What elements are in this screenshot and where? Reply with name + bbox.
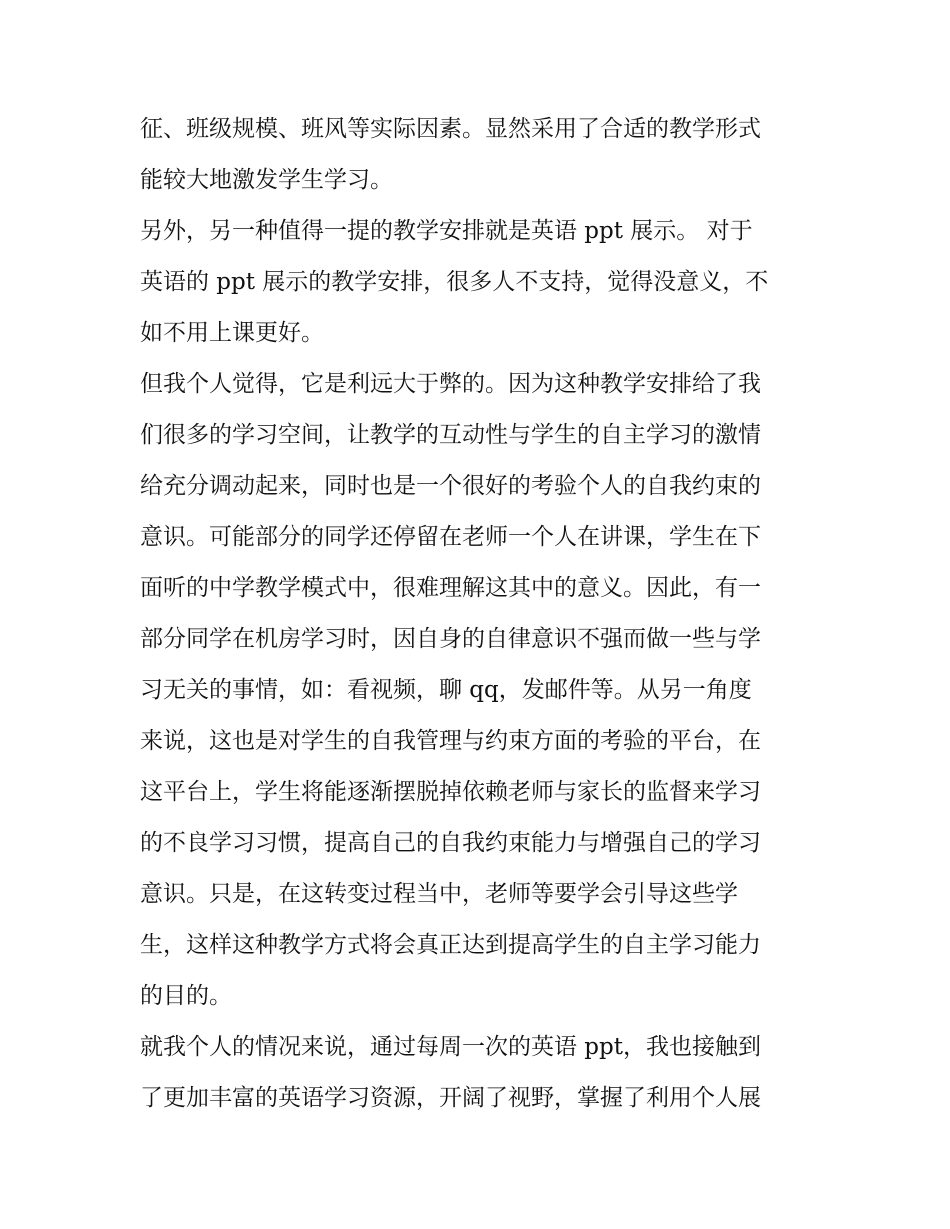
text-line: 就我个人的情况来说，通过每周一次的英语 ppt，我也接触到: [140, 1034, 761, 1060]
text-line: 习无关的事情，如：看视频，聊 qq，发邮件等。从另一角度: [140, 677, 752, 703]
text-line: 能较大地激发学生学习。: [140, 167, 393, 193]
text-line: 但我个人觉得，它是利远大于弊的。因为这种教学安排给了我: [140, 371, 761, 397]
text-line: 英语的 ppt 展示的教学安排，很多人不支持，觉得没意义，不: [140, 269, 769, 295]
text-line: 生，这样这种教学方式将会真正达到提高学生的自主学习能力: [140, 932, 761, 958]
text-line: 给充分调动起来，同时也是一个很好的考验个人的自我约束的: [140, 473, 761, 499]
text-line: 的目的。: [140, 983, 232, 1009]
text-line: 们很多的学习空间，让教学的互动性与学生的自主学习的激情: [140, 422, 761, 448]
text-line: 意识。可能部分的同学还停留在老师一个人在讲课，学生在下: [140, 524, 761, 550]
text-line: 的不良学习习惯，提高自己的自我约束能力与增强自己的学习: [140, 830, 761, 856]
text-line: 面听的中学教学模式中，很难理解这其中的意义。因此，有一: [140, 575, 761, 601]
text-line: 另外，另一种值得一提的教学安排就是英语 ppt 展示。 对于: [140, 218, 753, 244]
text-line: 如不用上课更好。: [140, 320, 324, 346]
text-line: 这平台上，学生将能逐渐摆脱掉依赖老师与家长的监督来学习: [140, 779, 761, 805]
text-line: 了更加丰富的英语学习资源，开阔了视野，掌握了利用个人展: [140, 1085, 761, 1111]
body-text: [140, 104, 812, 1124]
text-line: 部分同学在机房学习时，因自身的自律意识不强而做一些与学: [140, 626, 761, 652]
text-line: 来说，这也是对学生的自我管理与约束方面的考验的平台，在: [140, 728, 761, 754]
text-line: 意识。只是，在这转变过程当中，老师等要学会引导这些学: [140, 881, 738, 907]
text-line: 征、班级规模、班风等实际因素。显然采用了合适的教学形式: [140, 116, 761, 142]
